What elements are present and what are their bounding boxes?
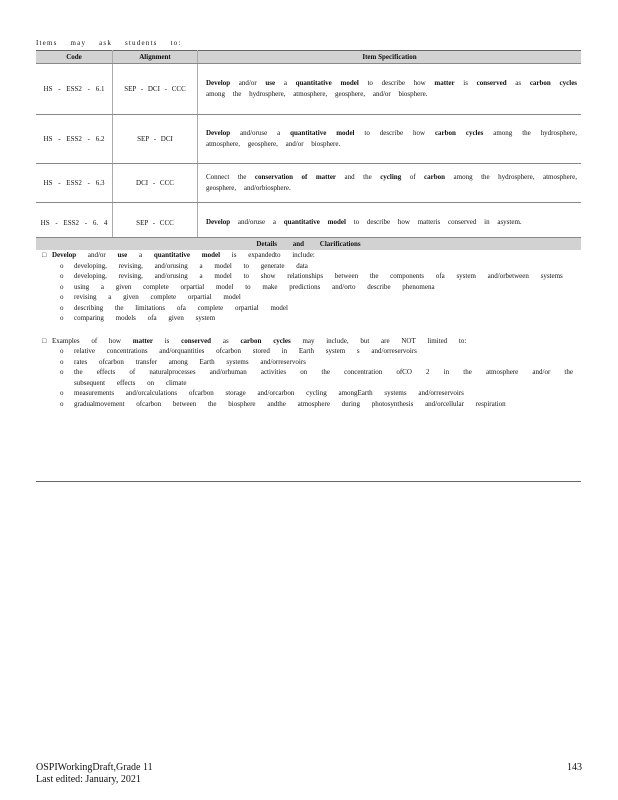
header-code: Code <box>36 51 113 64</box>
row-code: HS - ESS2 - 6. 4 <box>36 203 113 243</box>
bullet-icon: o <box>60 293 64 301</box>
row-alignment: DCI - CCC <box>113 164 198 203</box>
list-item-text: revising a given complete orpartial model <box>74 293 241 301</box>
row-specification: Develop and/oruse a quantitative model to describe how matteris conserved in asystem. <box>198 203 582 243</box>
list-item <box>60 271 581 282</box>
section-lead-text: Develop and/or use a quantitative model is expandedto include: <box>52 251 315 259</box>
sub-list <box>36 261 581 324</box>
checkbox-icon: □ <box>42 336 47 345</box>
item-specification-table <box>36 50 581 243</box>
details-body <box>36 250 581 409</box>
list-item <box>60 367 581 388</box>
row-code: HS - ESS2 - 6.1 <box>36 64 113 115</box>
details-section-examples <box>36 336 581 410</box>
list-item <box>60 388 581 399</box>
list-item <box>60 399 581 410</box>
bullet-icon: o <box>60 282 64 291</box>
bullet-icon: o <box>60 303 64 312</box>
table-row <box>36 115 581 164</box>
list-item <box>60 292 581 303</box>
row-alignment: SEP - CCC <box>113 203 198 243</box>
bullet-icon: o <box>60 314 64 322</box>
sub-list <box>36 346 581 409</box>
details-section-develop <box>36 250 581 324</box>
section-lead <box>36 250 581 261</box>
list-item-text: measurements and/orcalculations ofcarbon storage and/orcarbon cycling amongEarth systems and/orreservoirs <box>74 389 464 397</box>
bullet-icon: o <box>60 347 64 355</box>
list-item <box>60 346 581 357</box>
list-item-text: the effects of naturalprocesses and/orhuman activities on the concentration ofCO 2 in the atmosphere and/or the subsequent effects on climate <box>74 368 573 387</box>
section-lead <box>36 336 581 347</box>
list-item <box>60 357 581 368</box>
section-divider <box>36 481 581 482</box>
bullet-icon: o <box>60 357 64 366</box>
bullet-icon: o <box>60 272 64 280</box>
intro-text: Items may ask students to: <box>36 39 182 47</box>
footer-draft-label: OSPIWorkingDraft,Grade 11 <box>36 762 153 773</box>
bullet-icon: o <box>60 368 64 376</box>
list-item <box>60 282 581 293</box>
footer <box>36 762 153 786</box>
row-alignment: SEP - DCI <box>113 115 198 164</box>
list-item-text: gradualmovement ofcarbon between the biosphere andthe atmosphere during photosynthesis and/orcellular respiration <box>74 399 506 408</box>
list-item <box>60 313 581 324</box>
row-specification: Connect the conservation of matter and the cycling of carbon among the hydrosphere, atmosphere, geosphere, and/orbiosphere. <box>198 164 582 203</box>
row-specification: Develop and/or use a quantitative model to describe how matter is conserved as carbon cycles among the hydrosphere, atmosphere, geosphere, and/or biosphere. <box>198 64 582 115</box>
table-header-row <box>36 51 581 64</box>
checkbox-icon: □ <box>42 251 47 259</box>
row-code: HS - ESS2 - 6.2 <box>36 115 113 164</box>
list-item-text: comparing models ofa given system <box>74 314 216 322</box>
bullet-icon: o <box>60 399 64 408</box>
table-row <box>36 164 581 203</box>
list-item-text: developing, revising, and/orusing a model to show relationships between the components ofa system and/orbetween systems <box>74 272 563 280</box>
header-alignment: Alignment <box>113 51 198 64</box>
list-item-text: rates ofcarbon transfer among Earth systems and/orreservoirs <box>74 357 306 366</box>
list-item-text: developing, revising, and/orusing a model to generate data <box>74 261 308 270</box>
list-item <box>60 303 581 314</box>
details-header: Details and Clarifications <box>36 237 581 250</box>
bullet-icon: o <box>60 261 64 270</box>
row-code: HS - ESS2 - 6.3 <box>36 164 113 203</box>
header-item-specification: Item Specification <box>198 51 582 64</box>
list-item-text: describing the limitations ofa complete orpartial model <box>74 303 288 312</box>
footer-last-edited: Last edited: January, 2021 <box>36 774 141 785</box>
row-alignment: SEP - DCI - CCC <box>113 64 198 115</box>
page-number: 143 <box>567 762 582 773</box>
bullet-icon: o <box>60 389 64 397</box>
section-lead-text: Examples of how matter is conserved as carbon cycles may include, but are NOT limited to: <box>52 336 467 345</box>
list-item-text: using a given complete orpartial model to make predictions and/orto describe phenomena <box>74 282 435 291</box>
row-specification: Develop and/oruse a quantitative model to describe how carbon cycles among the hydrosphere, atmosphere, geosphere, and/or biosphere. <box>198 115 582 164</box>
table-row <box>36 64 581 115</box>
list-item <box>60 261 581 272</box>
list-item-text: relative concentrations and/orquantities ofcarbon stored in Earth system s and/orreservoirs <box>74 347 417 355</box>
